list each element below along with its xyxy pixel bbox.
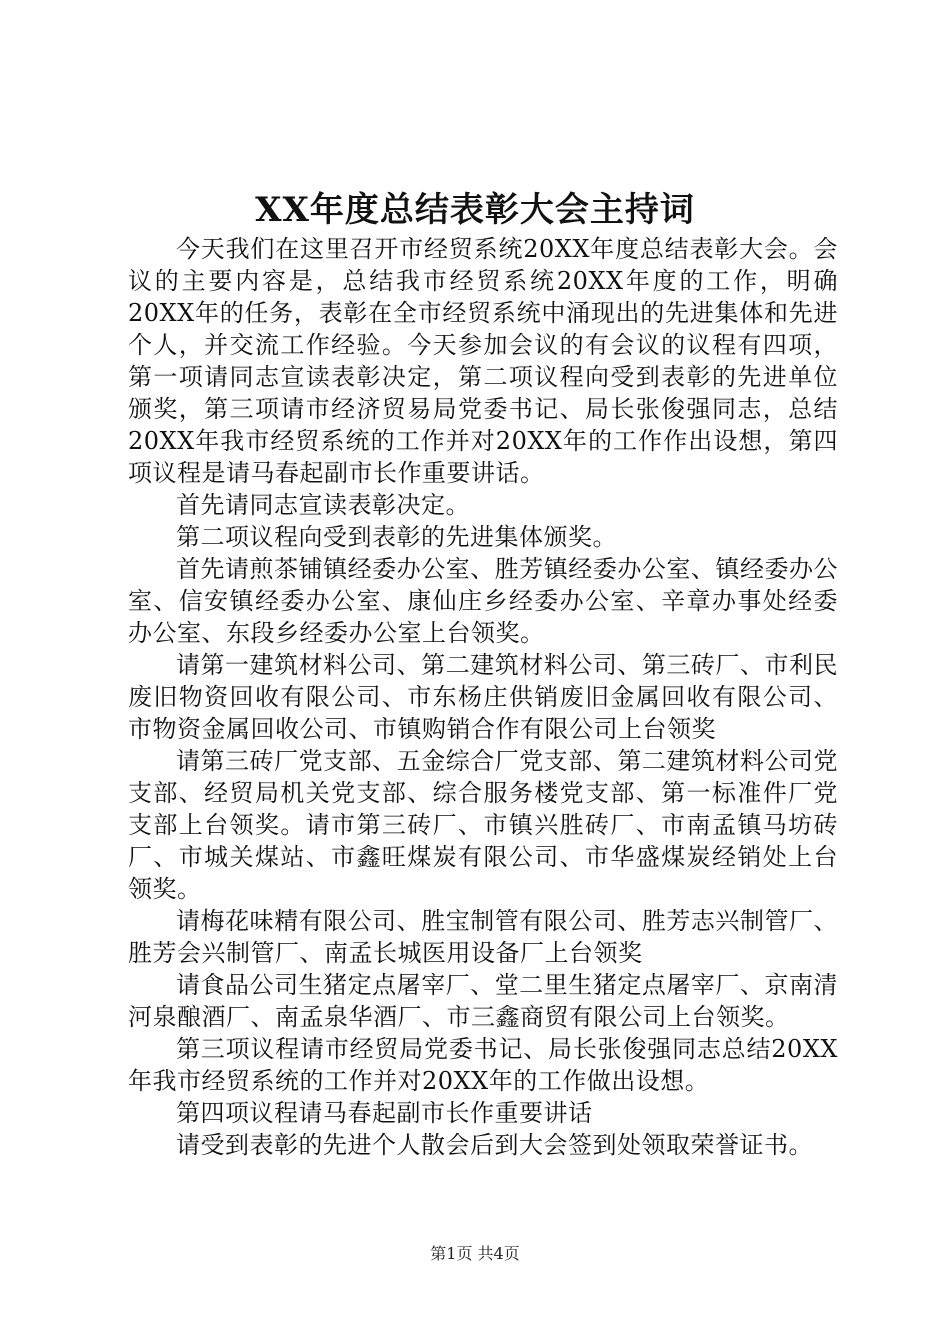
document-body: [128, 233, 838, 1161]
paragraph-item: 首先请同志宣读表彰决定。: [176, 491, 470, 519]
paragraph-item: 请食品公司生猪定点屠宰厂、堂二里生猪定点屠宰厂、京南清河泉酿酒厂、南孟泉华酒厂、市三鑫商贸有限公司上台领奖。: [128, 971, 838, 1031]
paragraph-item: 第三项议程请市经贸局党委书记、局长张俊强同志总结20XX年我市经贸系统的工作并对20XX年的工作做出设想。: [128, 1035, 838, 1095]
paragraph-item: 请梅花味精有限公司、胜宝制管有限公司、胜芳志兴制管厂、胜芳会兴制管厂、南孟长城医用设备厂上台领奖: [128, 907, 838, 967]
paragraph-intro: 今天我们在这里召开市经贸系统20XX年度总结表彰大会。会议的主要内容是，总结我市经贸系统20XX年度的工作，明确20XX年的任务，表彰在全市经贸系统中涌现出的先进集体和先进个人，并交流工作经验。今天参加会议的有会议的议程有四项，第一项请同志宣读表彰决定，第二项议程向受到表彰的先进单位颁奖，第三项请市经济贸易局党委书记、局长张俊强同志，总结20XX年我市经贸系统的工作并对20XX年的工作作出设想，第四项议程是请马春起副市长作重要讲话。: [128, 235, 838, 487]
paragraph-item: 首先请煎茶铺镇经委办公室、胜芳镇经委办公室、镇经委办公室、信安镇经委办公室、康仙庄乡经委办公室、辛章办事处经委办公室、东段乡经委办公室上台领奖。: [128, 555, 838, 647]
paragraph-item: 请第三砖厂党支部、五金综合厂党支部、第二建筑材料公司党支部、经贸局机关党支部、综合服务楼党支部、第一标准件厂党支部上台领奖。请市第三砖厂、市镇兴胜砖厂、市南孟镇马坊砖厂、市城关煤站、市鑫旺煤炭有限公司、市华盛煤炭经销处上台领奖。: [128, 747, 838, 903]
document-title: XX年度总结表彰大会主持词: [255, 190, 695, 230]
page-number-footer: 第1页 共4页: [430, 1244, 520, 1263]
paragraph-closing: 请受到表彰的先进个人散会后到大会签到处领取荣誉证书。: [176, 1131, 813, 1159]
paragraph-item: 第二项议程向受到表彰的先进集体颁奖。: [176, 523, 617, 551]
paragraph-item: 第四项议程请马春起副市长作重要讲话: [176, 1099, 593, 1127]
paragraph-item: 请第一建筑材料公司、第二建筑材料公司、第三砖厂、市利民废旧物资回收有限公司、市东杨庄供销废旧金属回收有限公司、市物资金属回收公司、市镇购销合作有限公司上台领奖: [128, 651, 838, 743]
